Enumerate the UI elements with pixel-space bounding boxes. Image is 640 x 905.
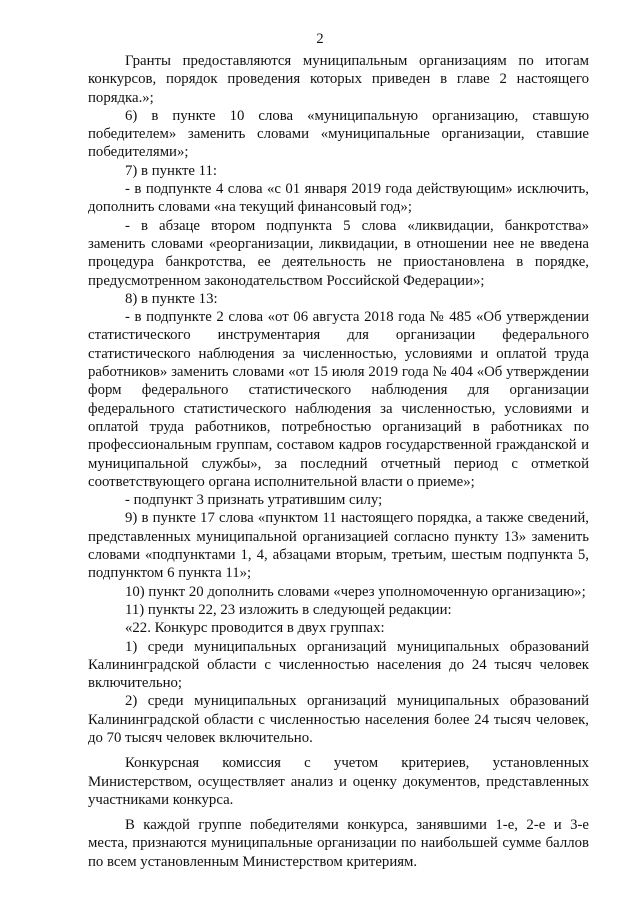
paragraph: 7) в пункте 11:: [125, 162, 218, 179]
paragraph: 11) пункты 22, 23 изложить в следующей редакции:: [125, 601, 452, 618]
paragraph: 10) пункт 20 дополнить словами «через уполномоченную организацию»;: [125, 583, 586, 600]
paragraph: В каждой группе победителями конкурса, занявшими 1-е, 2-е и 3-е места, признаются муниципальные организации по наибольшей сумме баллов по всем установленным Министерством критериям.: [88, 817, 589, 870]
paragraph: 1) среди муниципальных организаций муниципальных образований Калининградской области с численностью населения до 24 тысяч человек включительно;: [88, 638, 589, 692]
paragraph: 6) в пункте 10 слова «муниципальную организацию, ставшую победителем» заменить словами «муниципальные организации, ставшие победителями»;: [88, 107, 589, 161]
paragraph: 8) в пункте 13:: [125, 290, 218, 307]
page-number: 2: [316, 31, 324, 47]
paragraph: - в подпункте 2 слова «от 06 августа 2018 года № 485 «Об утверждении статистического инструментария для организации федерального статистического наблюдения за численностью, условиями и оплатой труда работников» заменить словами «от 15 июля 2019 года № 404 «Об утверждении форм федерального статистического наблюдения для организации федерального статистического наблюдения за численностью, условиями и оплатой труда работников, потребностью организаций в работниках по профессиональным группам, составом кадров государственной гражданской и муниципальной службы», за последний отчетный период с отметкой соответствующего органа исполнительной власти о приеме»;: [88, 309, 589, 490]
document-body: [88, 52, 589, 871]
paragraph: - в подпункте 4 слова «с 01 января 2019 года действующим» исключить, дополнить словами «на текущий финансовый год»;: [88, 181, 589, 216]
paragraph: - в абзаце втором подпункта 5 слова «ликвидации, банкротства» заменить словами «реорганизации, ликвидации, в отношении нее не введена процедура банкротства, ее деятельность не приостановлена в порядке, предусмотренном законодательством Российской Федерации»;: [88, 217, 589, 289]
paragraph: «22. Конкурс проводится в двух группах:: [125, 620, 385, 637]
paragraph: - подпункт 3 признать утратившим силу;: [125, 492, 383, 509]
paragraph: Гранты предоставляются муниципальным организациям по итогам конкурсов, порядок проведения которых приведен в главе 2 настоящего порядка.»;: [88, 53, 589, 106]
paragraph: Конкурсная комиссия с учетом критериев, установленных Министерством, осуществляет анализ и оценку документов, представленных участниками конкурса.: [88, 755, 589, 808]
paragraph: 2) среди муниципальных организаций муниципальных образований Калининградской области с численностью населения более 24 тысяч человек, до 70 тысяч человек включительно.: [88, 693, 589, 746]
paragraph: 9) в пункте 17 слова «пунктом 11 настоящего порядка, а также сведений, представленных муниципальной организацией согласно пункту 13» заменить словами «подпунктами 1, 4, абзацами вторым, третьим, шестым подпункта 5, подпунктом 6 пункта 11»;: [88, 510, 589, 582]
